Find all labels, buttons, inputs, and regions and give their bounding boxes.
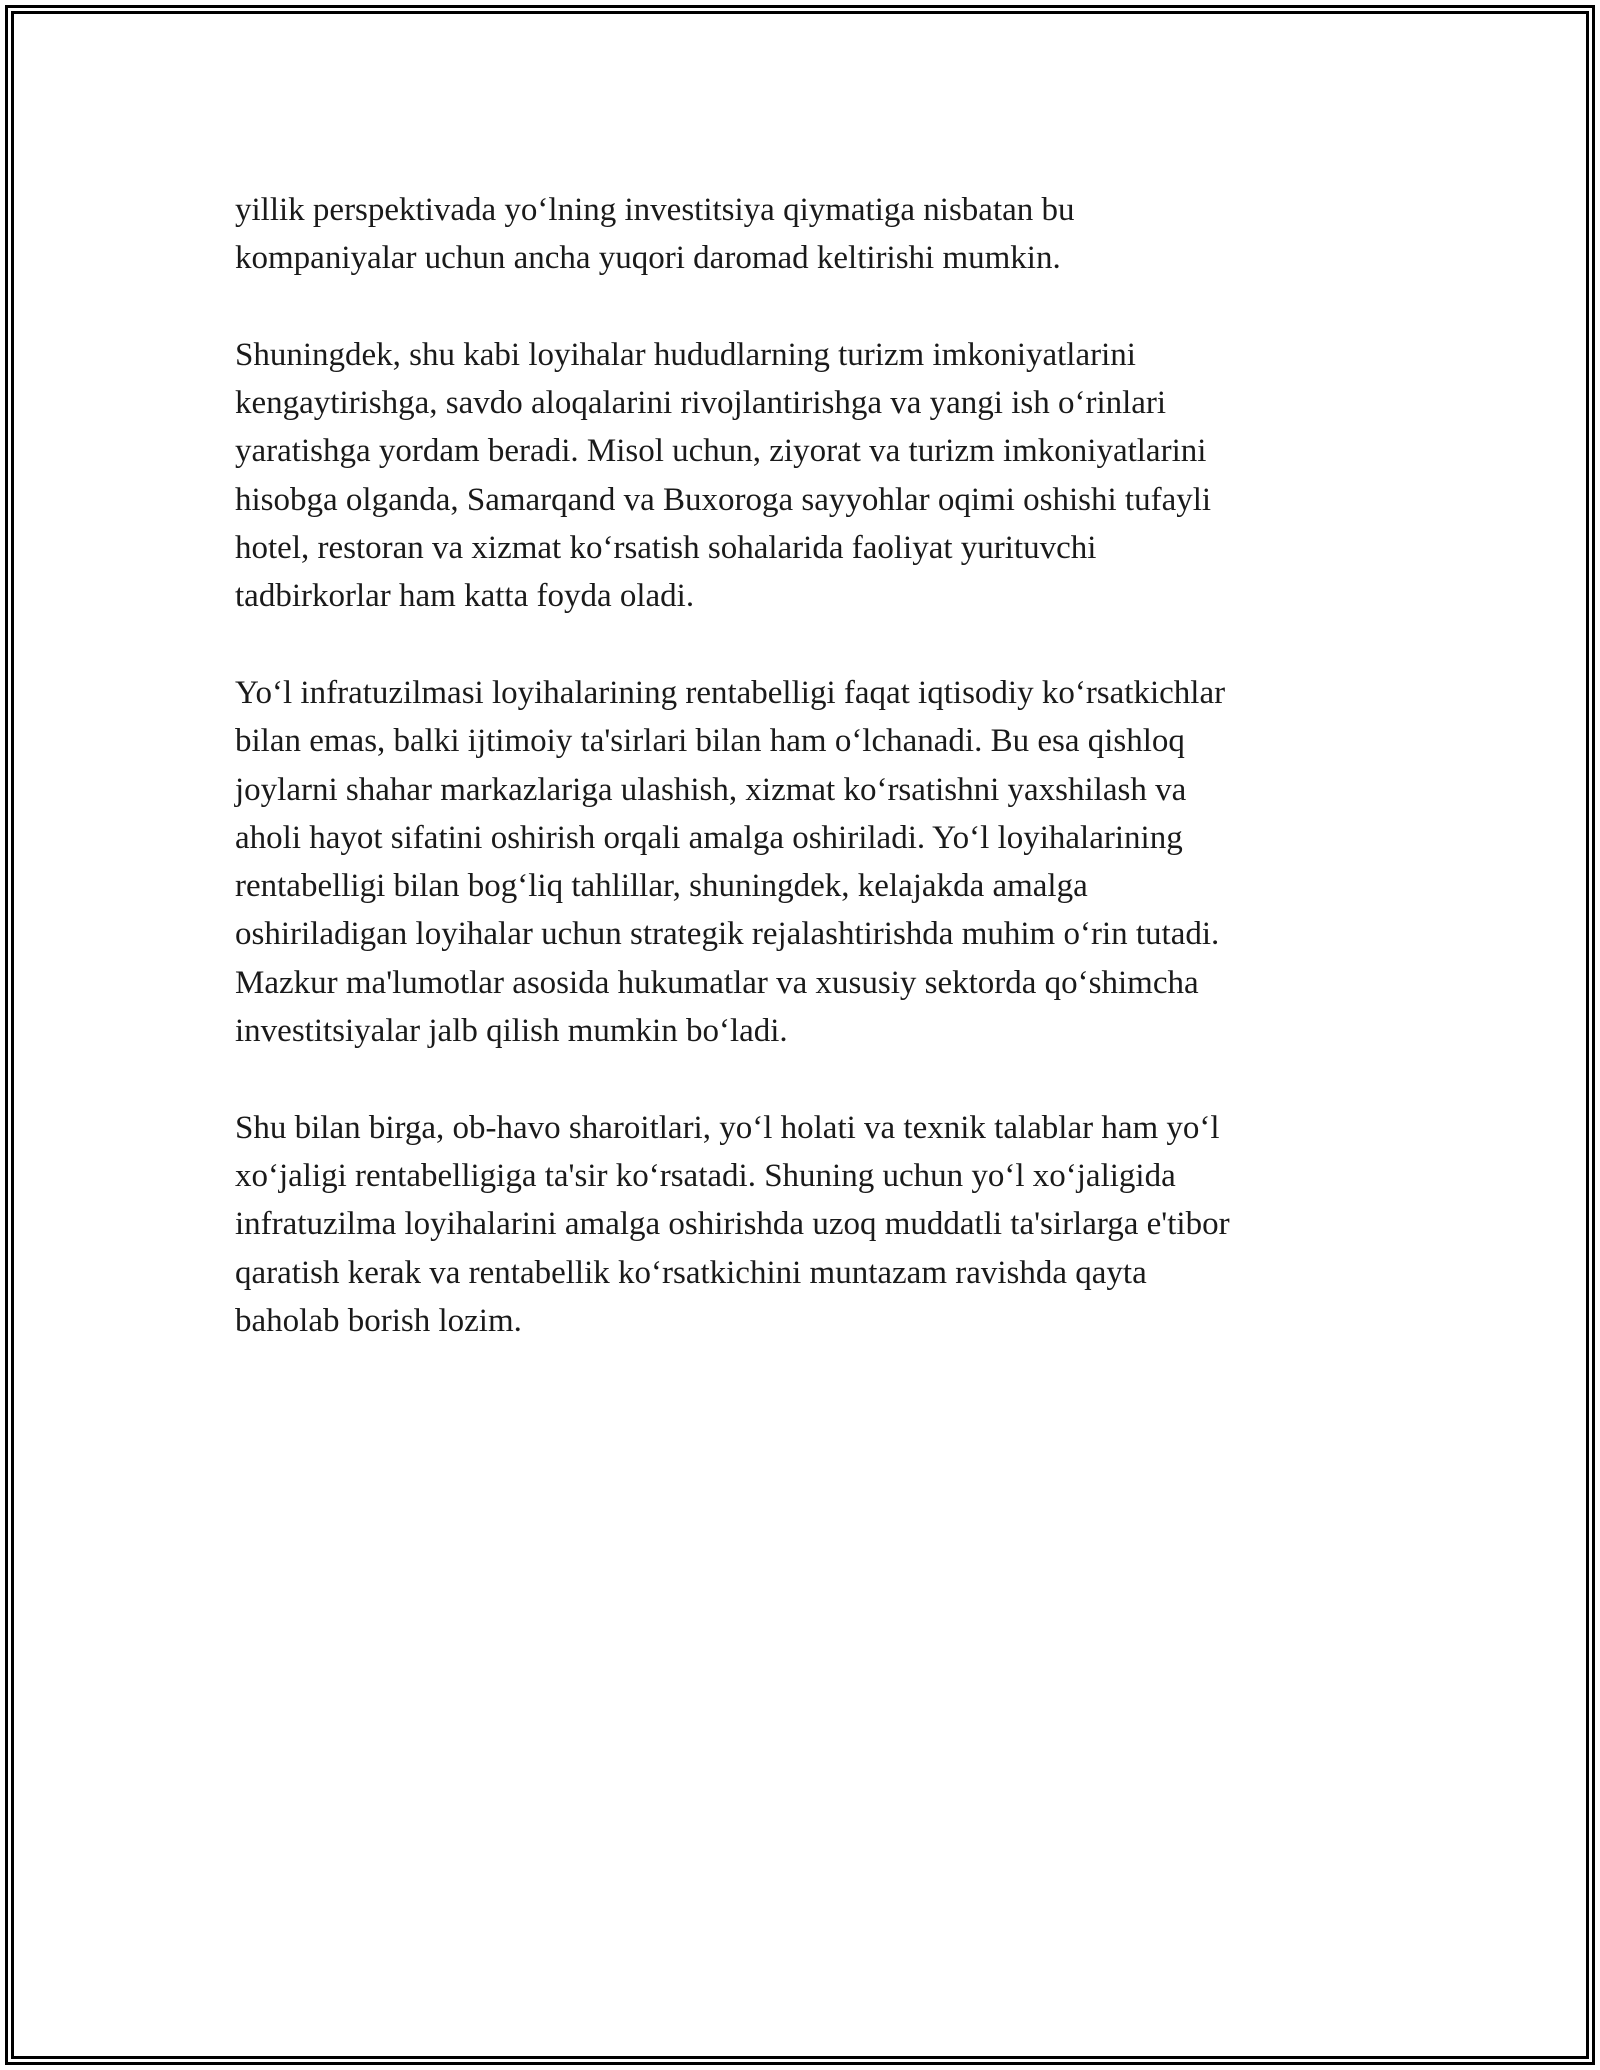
paragraph-2: Shuningdek, shu kabi loyihalar hududlarning turizm imkoniyatlarini kengaytirishga, savdo aloqalarini rivojlantirishga va yangi ish o‘rinlari yaratishga yordam beradi. Misol uchun, ziyorat va turizm imkoniyatlarini hisobga olganda, Samarqand va Buxoroga sayyohlar oqimi oshishi tufayli hotel, restoran va xizmat ko‘rsatish sohalarida faoliyat yurituvchi tadbirkorlar ham katta foyda oladi.: [235, 336, 1212, 615]
document-body: [235, 186, 1365, 1393]
paragraph-4: Shu bilan birga, ob-havo sharoitlari, yo‘l holati va texnik talablar ham yo‘l xo‘jaligi rentabelligiga ta'sir ko‘rsatadi. Shuning uchun yo‘l xo‘jaligida infratuzilma loyihalarini amalga oshirishda uzoq muddatli ta'sirlarga e'tibor qaratish kerak va rentabellik ko‘rsatkichini muntazam ravishda qayta baholab borish lozim.: [235, 1109, 1230, 1339]
paragraph-1: yillik perspektivada yo‘lning investitsiya qiymatiga nisbatan bu kompaniyalar uchun ancha yuqori daromad keltirishi mumkin.: [235, 192, 1075, 277]
paragraph-3: Yo‘l infratuzilmasi loyihalarining rentabelligi faqat iqtisodiy ko‘rsatkichlar bilan emas, balki ijtimoiy ta'sirlari bilan ham o‘lchanadi. Bu esa qishloq joylarni shahar markazlariga ulashish, xizmat ko‘rsatishni yaxshilash va aholi hayot sifatini oshirish orqali amalga oshiriladi. Yo‘l loyihalarining rentabelligi bilan bog‘liq tahlillar, shuningdek, kelajakda amalga oshiriladigan loyihalar uchun strategik rejalashtirishda muhim o‘rin tutadi. Mazkur ma'lumotlar asosida hukumatlar va xususiy sektorda qo‘shimcha investitsiyalar jalb qilish mumkin bo‘ladi.: [235, 674, 1226, 1050]
